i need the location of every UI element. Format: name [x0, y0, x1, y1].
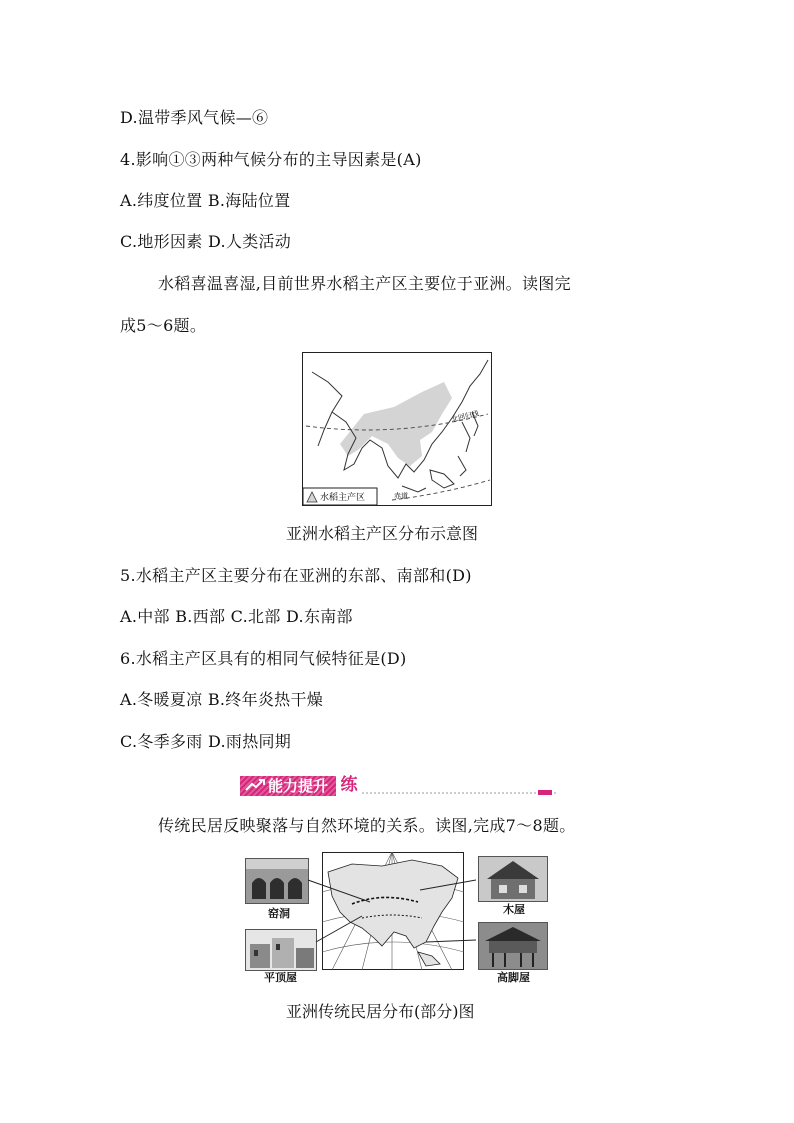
equator-label: 赤道: [394, 492, 408, 500]
map-legend: [303, 488, 377, 505]
question-4-options-cd: C.地形因素 D.人类活动: [120, 232, 292, 251]
tropic-label: 北回归线: [450, 409, 480, 424]
wooden-house-label: 木屋: [503, 903, 525, 916]
banner-highlight: 练: [336, 774, 362, 796]
question-5-options: A.中部 B.西部 C.北部 D.东南部: [120, 607, 353, 626]
question-6-options-ab: A.冬暖夏凉 B.终年炎热干燥: [120, 690, 324, 709]
section-banner: [240, 774, 556, 798]
question-6-options-cd: C.冬季多雨 D.雨热同期: [120, 732, 292, 751]
asia-rice-map: [302, 352, 492, 506]
stilt-house-label: 高脚屋: [497, 971, 530, 984]
intro-house: 传统民居反映聚落与自然环境的关系。读图,完成7～8题。: [158, 816, 576, 835]
question-5: 5.水稻主产区主要分布在亚洲的东部、南部和(D): [120, 566, 472, 585]
flat-roof-label: 平顶屋: [264, 971, 297, 984]
figure1-caption: 亚洲水稻主产区分布示意图: [286, 524, 479, 543]
photo-connectors: [300, 860, 500, 960]
legend-label: 水稻主产区: [320, 493, 366, 503]
question-4: 4.影响①③两种气候分布的主导因素是(A): [120, 150, 422, 169]
option-d-line: D.温带季风气候—⑥: [120, 108, 269, 127]
cave-label: 窑洞: [268, 907, 290, 920]
intro-rice-line1: 水稻喜温喜湿,目前世界水稻主产区主要位于亚洲。读图完: [158, 274, 571, 293]
intro-rice-line2: 成5～6题。: [120, 316, 207, 335]
figure2-caption: 亚洲传统民居分布(部分)图: [286, 1002, 475, 1021]
question-4-options-ab: A.纬度位置 B.海陆位置: [120, 191, 291, 210]
banner-title: 能力提升: [268, 777, 329, 795]
question-6: 6.水稻主产区具有的相同气候特征是(D): [120, 649, 407, 668]
